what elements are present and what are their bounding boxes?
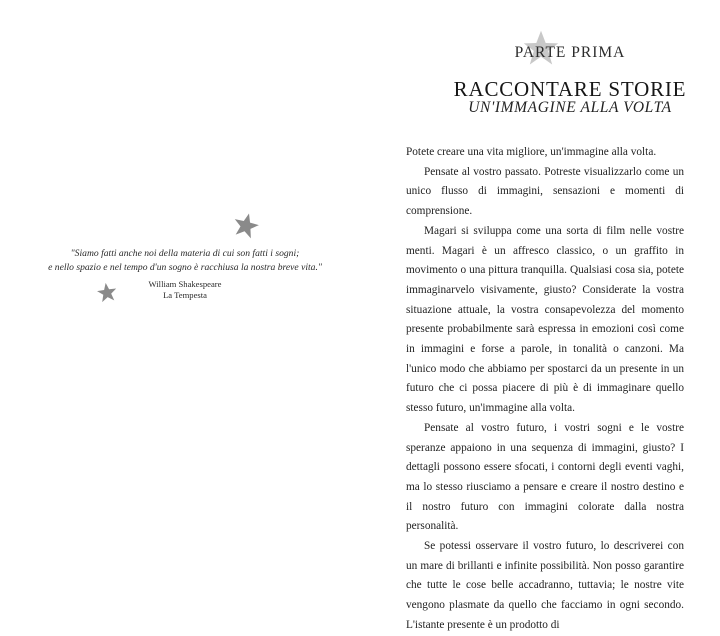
star-icon: [95, 281, 120, 305]
paragraph: Pensate al vostro futuro, i vostri sogni e le vostre speranze appaiono in una sequenza di immagini, giusto? I dettagli possono essere sfocati, i contorni degli eventi vaghi, ma lo stesso riusciamo a pensare e creare il nostro destino e il nostro futuro con immagini colorate dalla nostra personalità.: [406, 421, 684, 533]
left-page: [0, 0, 360, 553]
epigraph-author: William Shakespeare: [148, 279, 222, 289]
paragraph: Se potessi osservare il vostro futuro, lo descriverei con un mare di brillanti e infinite possibilità. Non posso garantire che tutte le cose belle accadranno, tuttavia; le nostre vite vengono plasmate da quello che facciamo in ogni secondo. L'istante presente è un prodotto di: [406, 540, 684, 631]
epigraph-line: e nello spazio e nel tempo d'un sogno è racchiusa la nostra breve vita.": [48, 261, 322, 273]
chapter-subtitle: UN'IMMAGINE ALLA VOLTA: [468, 99, 672, 116]
epigraph-attribution: [30, 279, 340, 301]
body-text: [406, 143, 684, 636]
epigraph: [30, 247, 340, 301]
part-label: PARTE PRIMA: [514, 44, 626, 61]
right-page: [360, 0, 720, 631]
epigraph-work: La Tempesta: [163, 290, 207, 300]
epigraph-line: "Siamo fatti anche noi della materia di cui son fatti i sogni;: [70, 248, 300, 259]
chapter-title: RACCONTARE STORIE: [453, 77, 687, 101]
star-icon: [229, 209, 263, 242]
paragraph: Pensate al vostro passato. Potreste visualizzarlo come un unico flusso di immagini, sensazioni e momenti di comprensione.: [406, 165, 684, 218]
paragraph: Magari si sviluppa come una sorta di film nelle vostre menti. Magari è un affresco classico, o un graffito in movimento o una pittura tranquilla. Qualsiasi cosa sia, potete immaginarvelo visivamente, giusto? Considerate la vostra situazione attuale, la vostra consapevolezza del momento presente probabilmente sarà espressa in emozioni così come in immagini e forse a parole, in tonalità o canzoni. Ma l'unico modo che abbiamo per spostarci da un presente in un futuro che ci possa piacere di più è di immaginare quello stesso futuro, un'immagine alla volta.: [406, 224, 684, 415]
paragraph: Potete creare una vita migliore, un'immagine alla volta.: [406, 146, 657, 158]
